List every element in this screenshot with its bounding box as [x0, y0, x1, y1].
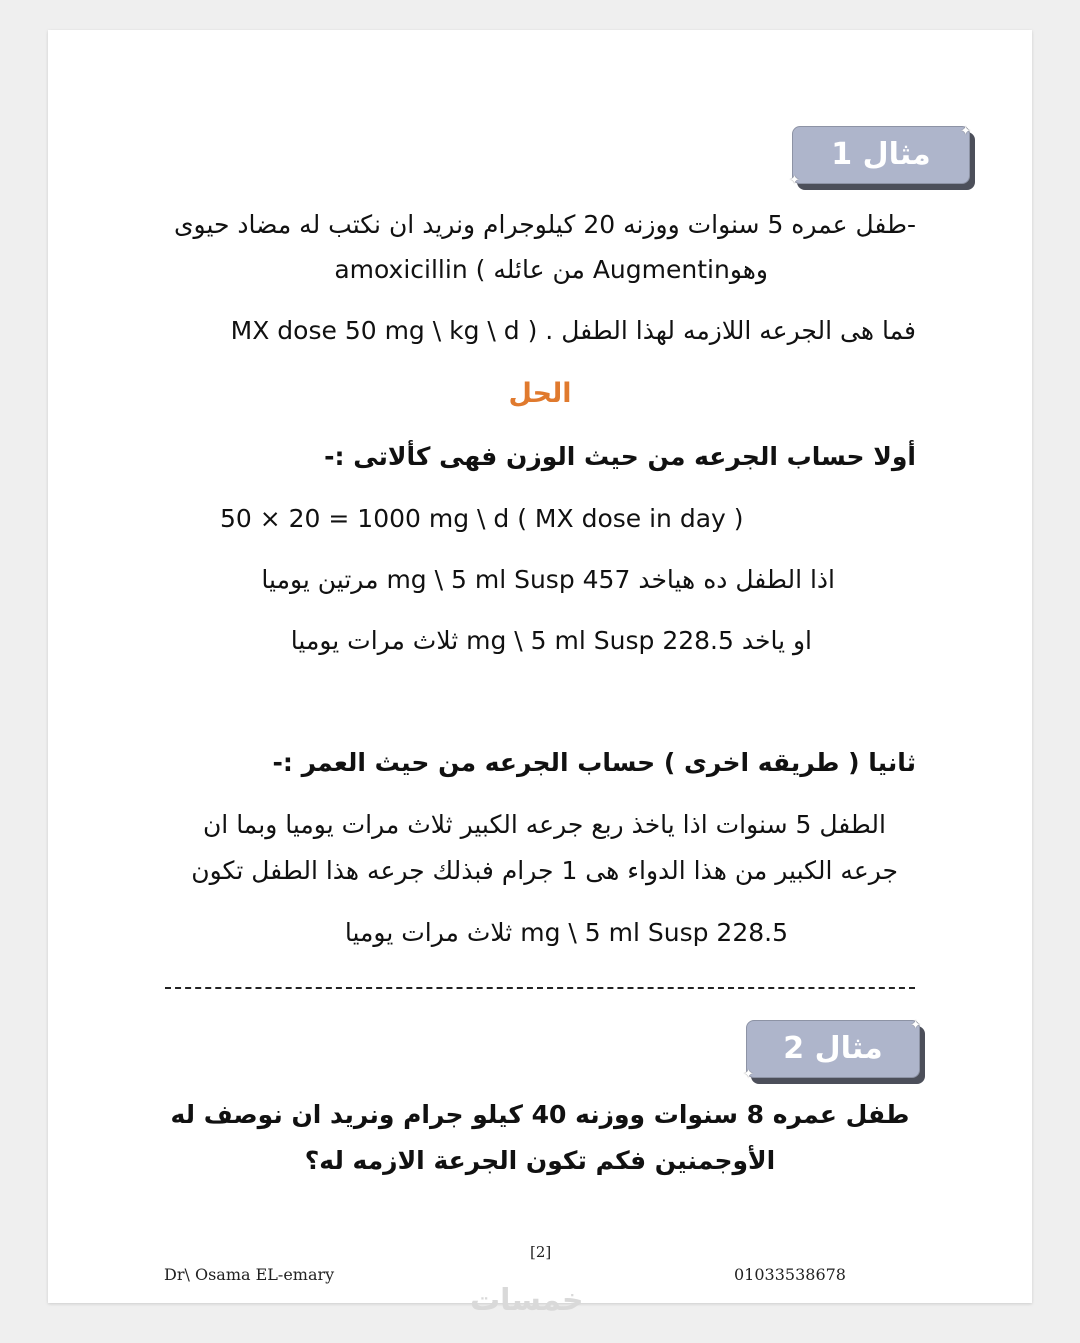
solution-heading: الحل: [508, 378, 572, 409]
age-line-2: جرعه الكبير من هذا الدواء هى 1 جرام فبذلك جرعه هذا الطفل تكون: [191, 856, 898, 885]
weight-calculation-text: 50 × 20 = 1000 mg \ d ( MX dose in day ): [220, 504, 744, 533]
example-2-question-line-1: طفل عمره 8 سنوات ووزنه 40 كيلو جرام ونريد ان نوصف له: [170, 1100, 910, 1129]
example-2-question-line-2: الأوجمنين فكم تكون الجرعة الازمه له؟: [304, 1146, 776, 1175]
document-page: [48, 30, 1032, 1303]
problem-line-1: -طفل عمره 5 سنوات ووزنه 20 كيلوجرام ونريد ان نكتب له مضاد حيوى: [173, 210, 916, 239]
problem-line-3: فما هى الجرعه اللازمه لهذا الطفل . ( MX dose 50 mg \ kg \ d: [230, 316, 916, 345]
star-icon: ✦: [743, 1067, 754, 1082]
example-1-badge: [789, 124, 971, 188]
age-result: 228.5 mg \ 5 ml Susp ثلاث مرات يوميا: [344, 918, 788, 947]
section-divider: [165, 987, 915, 989]
dose-option-2: او ياخد 228.5 mg \ 5 ml Susp ثلاث مرات يوميا: [290, 626, 812, 655]
second-method-heading: ثانيا ( طريقه اخرى ) حساب الجرعه من حيث العمر :-: [272, 748, 916, 777]
footer-author: Dr\ Osama EL-emary: [164, 1265, 335, 1284]
example-2-badge-label: مثال 2: [783, 1031, 883, 1066]
first-method-heading: أولا حساب الجرعه من حيث الوزن فهى كألاتى :-: [324, 442, 916, 471]
star-icon: ✦: [960, 124, 971, 139]
age-line-1: الطفل 5 سنوات اذا ياخذ ربع جرعه الكبير ثلاث مرات يوميا وبما ان: [202, 810, 886, 839]
dose-option-1: اذا الطفل ده هياخد 457 mg \ 5 ml Susp مرتين يوميا: [261, 565, 835, 594]
watermark: خمسات: [470, 1283, 584, 1318]
example-2-badge: [743, 1018, 921, 1082]
star-icon: ✦: [910, 1018, 921, 1033]
problem-line-2: وهوAugmentin من عائله ) amoxicillin: [334, 255, 768, 284]
star-icon: ✦: [789, 173, 800, 188]
weight-calculation: [220, 504, 744, 534]
footer-phone: 01033538678: [734, 1265, 846, 1284]
page-number: [2]: [530, 1243, 552, 1261]
example-1-badge-label: مثال 1: [831, 137, 931, 172]
